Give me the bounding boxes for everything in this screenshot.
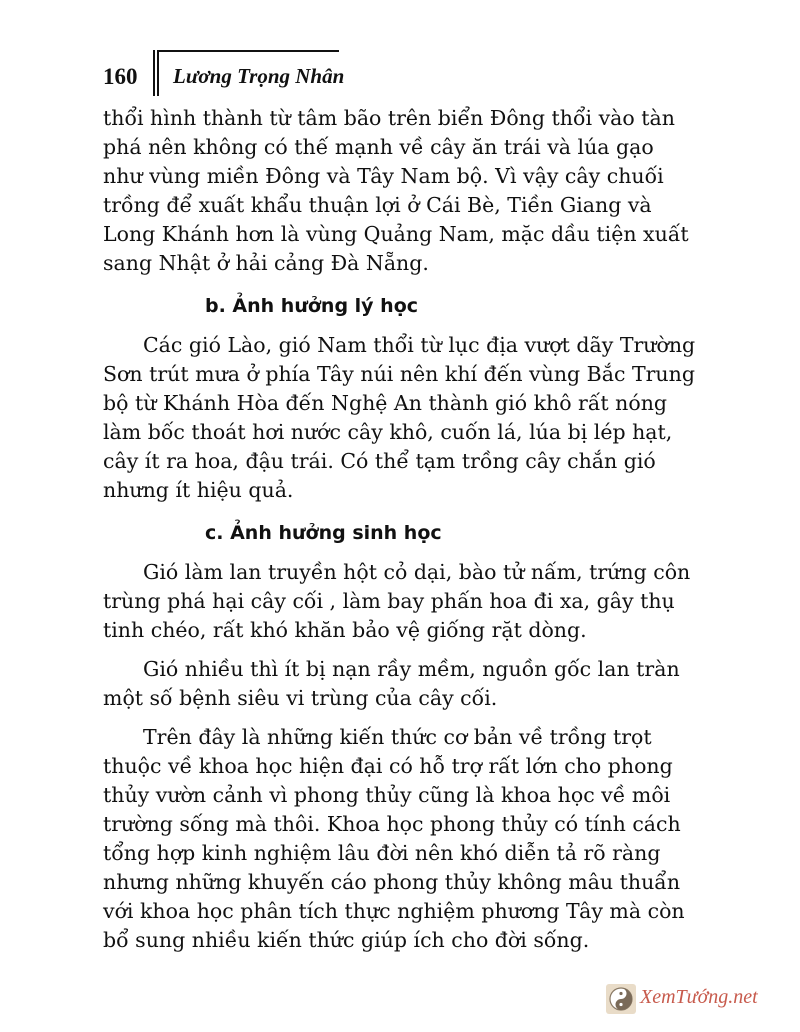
- text-line: nhưng những khuyến cáo phong thủy không mâu thuẩn: [103, 870, 681, 894]
- text-line: trồng để xuất khẩu thuận lợi ở Cái Bè, Tiền Giang và: [103, 193, 652, 217]
- section-heading-c: c. Ảnh hưởng sinh học: [205, 522, 442, 544]
- watermark-text: XemTướng.net: [640, 986, 758, 1008]
- page-body: [103, 104, 703, 955]
- text-line: nhưng ít hiệu quả.: [103, 478, 294, 502]
- paragraph-4: [103, 655, 703, 713]
- yin-yang-icon: [606, 984, 636, 1014]
- text-line: Sơn trút mưa ở phía Tây núi nên khí đến vùng Bắc Trung: [103, 362, 695, 386]
- text-line: như vùng miền Đông và Tây Nam bộ. Vì vậy cây chuối: [103, 164, 664, 188]
- paragraph-1: [103, 104, 703, 278]
- text-line: tổng hợp kinh nghiệm lâu đời nên khó diễn tả rõ ràng: [103, 841, 661, 865]
- text-line: sang Nhật ở hải cảng Đà Nẵng.: [103, 251, 429, 275]
- text-line: bộ từ Khánh Hòa đến Nghệ An thành gió khô rất nóng: [103, 391, 668, 415]
- text-line: làm bốc thoát hơi nước cây khô, cuốn lá, lúa bị lép hạt,: [103, 420, 673, 444]
- paragraph-3: [103, 558, 703, 645]
- text-line: với khoa học phân tích thực nghiệm phương Tây mà còn: [103, 899, 685, 923]
- text-line: Gió làm lan truyền hột cỏ dại, bào tử nấm, trứng côn: [143, 560, 691, 584]
- text-line: Các gió Lào, gió Nam thổi từ lục địa vượt dãy Trường: [143, 333, 696, 357]
- paragraph-5: [103, 723, 703, 955]
- text-line: Long Khánh hơn là vùng Quảng Nam, mặc dầu tiện xuất: [103, 222, 689, 246]
- header-vertical-rule: [153, 50, 159, 96]
- text-line: thổi hình thành từ tâm bão trên biển Đông thổi vào tàn: [103, 106, 675, 130]
- watermark: [606, 980, 786, 1020]
- text-line: trường sống mà thôi. Khoa học phong thủy có tính cách: [103, 812, 681, 836]
- section-heading-b: b. Ảnh hưởng lý học: [205, 295, 419, 317]
- header-horizontal-rule: [159, 50, 339, 52]
- text-line: bổ sung nhiều kiến thức giúp ích cho đời sống.: [103, 928, 590, 952]
- text-line: tinh chéo, rất khó khăn bảo vệ giống rặt dòng.: [103, 618, 587, 642]
- text-line: thuộc về khoa học hiện đại có hỗ trợ rất lớn cho phong: [103, 754, 673, 778]
- author-name: Lương Trọng Nhân: [173, 64, 345, 88]
- page-number: 160: [103, 64, 138, 89]
- page-header: [103, 40, 703, 100]
- text-line: trùng phá hại cây cối , làm bay phấn hoa đi xa, gây thụ: [103, 589, 675, 613]
- text-line: một số bệnh siêu vi trùng của cây cối.: [103, 686, 498, 710]
- text-line: phá nên không có thế mạnh về cây ăn trái và lúa gạo: [103, 135, 654, 159]
- text-line: Gió nhiều thì ít bị nạn rầy mềm, nguồn gốc lan tràn: [143, 657, 680, 681]
- text-line: cây ít ra hoa, đậu trái. Có thể tạm trồng cây chắn gió: [103, 449, 656, 473]
- text-line: thủy vườn cảnh vì phong thủy cũng là khoa học về môi: [103, 783, 671, 807]
- paragraph-2: [103, 331, 703, 505]
- text-line: Trên đây là những kiến thức cơ bản về trồng trọt: [143, 725, 652, 749]
